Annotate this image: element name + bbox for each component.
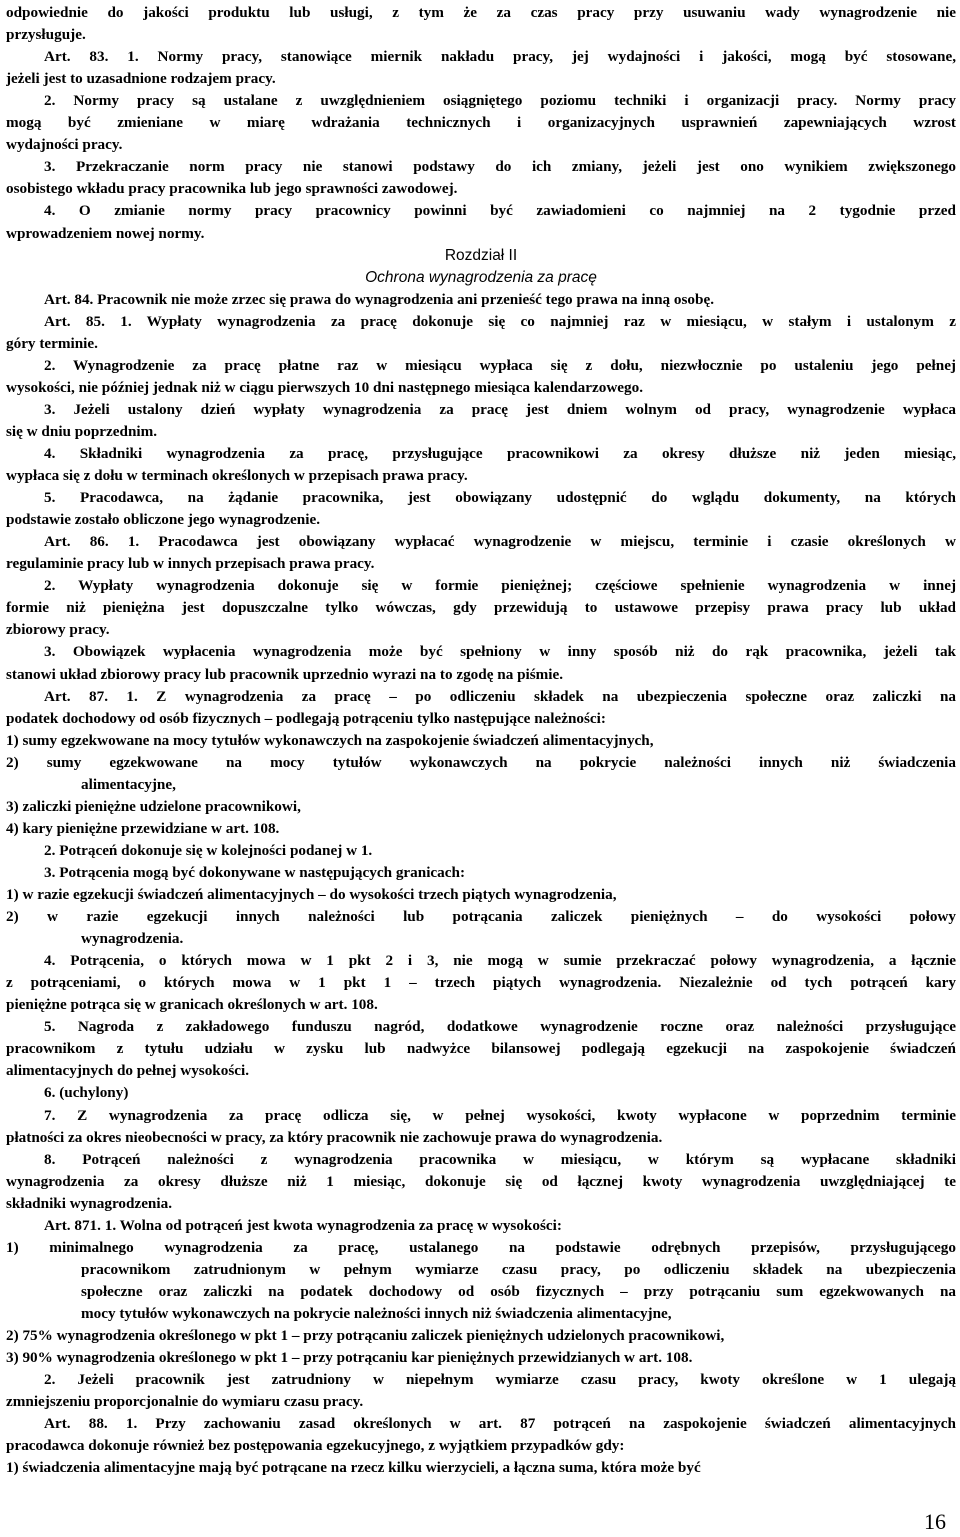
- text-line: zmniejszeniu proporcjonalnie do wymiaru czasu pracy.: [6, 1393, 364, 1411]
- text-line: góry terminie.: [6, 334, 98, 352]
- text-line: alimentacyjnych do pełnej wysokości.: [6, 1062, 249, 1080]
- text-line: się w dniu poprzednim.: [6, 422, 158, 440]
- text-line: Ochrona wynagrodzenia za pracę: [365, 268, 597, 286]
- text-line: 3. Potrącenia mogą być dokonywane w następujących granicach:: [44, 863, 466, 881]
- text-line: 2. Potrąceń dokonuje się w kolejności podanej w 1.: [44, 841, 373, 859]
- text-line: jeżeli jest to uzasadnione rodzajem pracy.: [6, 70, 276, 88]
- text-line: mocy tytułów wykonawczych na pokrycie należności innych niż świadczenia alimentacyjne,: [81, 1304, 672, 1322]
- text-line: 2) 75% wynagrodzenia określonego w pkt 1 – przy potrącaniu zaliczek pieniężnych udzielonych pracownikowi,: [6, 1327, 725, 1344]
- text-line: 2. Wypłaty wynagrodzenia dokonuje się w formie pieniężnej; częściowe spełnienie wynagrodzenia w innej: [44, 577, 956, 595]
- text-line: wydajności pracy.: [6, 136, 123, 154]
- text-line: Art. 86. 1. Pracodawca jest obowiązany wypłacać wynagrodzenie w miejscu, terminie i czasie określonych w: [44, 533, 956, 551]
- text-line: 2) w razie egzekucji innych należności lub potrącania zaliczek pieniężnych – do wysokości połowy: [6, 908, 956, 926]
- text-line: 3. Jeżeli ustalony dzień wypłaty wynagrodzenia za pracę jest dniem wolnym od pracy, wynagrodzenie wypłaca: [44, 400, 956, 418]
- text-line: wypłaca się z dołu w terminach określonych w przepisach prawa pracy.: [6, 467, 468, 485]
- text-line: wynagrodzenia.: [81, 930, 184, 948]
- text-line: osobistego wkładu pracy pracownika lub jego sprawności zawodowej.: [6, 180, 458, 198]
- text-line: stanowi układ zbiorowy pracy lub pracownik uprzednio wyrazi na to zgodę na piśmie.: [6, 665, 564, 683]
- text-line: 4. O zmianie normy pracy pracownicy powinni być zawiadomieni co najmniej na 2 tygodnie przed: [44, 202, 956, 220]
- text-line: 3. Przekraczanie norm pracy nie stanowi podstawy do ich zmiany, jeżeli jest ono wynikiem zwiększonego: [44, 158, 956, 176]
- text-line: 1) w razie egzekucji świadczeń alimentacyjnych – do wysokości trzech piątych wynagrodzenia,: [6, 886, 617, 903]
- text-line: Rozdział II: [444, 246, 518, 264]
- text-line: mogą być zmieniane w miarę wdrażania technicznych i organizacyjnych usprawnień zapewniających wzrost: [6, 114, 956, 132]
- text-line: płatności za okres nieobecności w pracy, za który pracownik nie zachowuje prawa do wynagrodzenia.: [6, 1128, 663, 1146]
- text-line: Art. 83. 1. Normy pracy, stanowiące miernik nakładu pracy, jej wydajności i jakości, mogą być stosowane,: [44, 48, 956, 66]
- text-line: wprowadzeniem nowej normy.: [6, 224, 205, 242]
- text-line: przysługuje.: [6, 26, 86, 44]
- page-number: 16: [924, 1509, 946, 1534]
- text-line: społeczne oraz zaliczki na podatek dochodowy od osób fizycznych – przy potrącaniu sum egzekwowanych na: [81, 1282, 956, 1300]
- text-line: formie niż pieniężna jest dopuszczalne tylko wówczas, gdy przewidują to ustawowe przepisy prawa pracy lub układ: [6, 599, 956, 617]
- text-line: 1) świadczenia alimentacyjne mają być potrącane na rzecz kilku wierzycieli, a łączna suma, która może być: [6, 1459, 701, 1477]
- text-line: odpowiednie do jakości produktu lub usługi, z tym że za czas pracy przy usuwaniu wady wynagrodzenie nie: [6, 4, 956, 21]
- text-line: pieniężne potrąca się w granicach określonych w art. 108.: [6, 996, 378, 1014]
- text-line: podatek dochodowy od osób fizycznych – podlegają potrąceniu tylko następujące należności:: [6, 709, 606, 727]
- text-line: Art. 84. Pracownik nie może zrzec się prawa do wynagrodzenia ani przenieść tego prawa na inną osobę.: [44, 290, 715, 308]
- text-line: Art. 88. 1. Przy zachowaniu zasad określonych w art. 87 potrąceń na zaspokojenie świadczeń alimentacyjnych: [44, 1415, 956, 1433]
- text-line: podstawie zostało obliczone jego wynagrodzenie.: [6, 511, 320, 529]
- text-line: 5. Pracodawca, na żądanie pracownika, jest obowiązany udostępnić do wglądu dokumenty, na których: [44, 489, 956, 507]
- text-line: 5. Nagroda z zakładowego funduszu nagród, dodatkowe wynagrodzenie roczne oraz należności przysługujące: [44, 1018, 956, 1036]
- text-line: 4) kary pieniężne przewidziane w art. 108.: [6, 819, 280, 837]
- text-line: 3. Obowiązek wypłacenia wynagrodzenia może być spełniony w inny sposób niż do rąk pracownika, jeżeli tak: [44, 643, 956, 661]
- text-line: wynagrodzenia za okresy dłuższe niż 1 miesiąc, dokonuje się od łącznej kwoty wynagrodzenia uwzględniającej te: [6, 1172, 956, 1190]
- text-line: 4. Potrącenia, o których mowa w 1 pkt 2 i 3, nie mogą w sumie przekraczać połowy wynagrodzenia, a łącznie: [44, 952, 956, 970]
- text-line: Art. 85. 1. Wypłaty wynagrodzenia za pracę dokonuje się co najmniej raz w miesiącu, w stałym i ustalonym z: [44, 312, 956, 330]
- text-line: 2. Jeżeli pracownik jest zatrudniony w niepełnym wymiarze czasu pracy, kwoty określone w 1 ulegają: [44, 1371, 956, 1389]
- text-line: Art. 87. 1. Z wynagrodzenia za pracę – po odliczeniu składek na ubezpieczenia społeczne oraz zaliczki na: [44, 687, 956, 705]
- text-line: zbiorowy pracy.: [6, 621, 110, 639]
- text-line: 4. Składniki wynagrodzenia za pracę, przysługujące pracownikowi za okresy dłuższe niż jeden miesiąc,: [44, 445, 956, 462]
- text-line: Art. 871. 1. Wolna od potrąceń jest kwota wynagrodzenia za pracę w wysokości:: [44, 1216, 562, 1234]
- text-line: 3) zaliczki pieniężne udzielone pracownikowi,: [6, 797, 301, 815]
- text-line: 2. Wynagrodzenie za pracę płatne raz w miesiącu wypłaca się z dołu, niezwłocznie po ustaleniu jego pełnej: [44, 356, 956, 374]
- text-line: pracownikom zatrudnionym w pełnym wymiarze czasu pracy, po odliczeniu składek na ubezpieczenia: [81, 1260, 956, 1278]
- text-line: pracodawca dokonuje również bez postępowania egzekucyjnego, z wyjątkiem przypadków gdy:: [6, 1437, 625, 1455]
- text-line: 8. Potrąceń należności z wynagrodzenia pracownika w miesiącu, w którym są wypłacane składniki: [44, 1150, 956, 1168]
- text-line: 2. Normy pracy są ustalane z uwzględnieniem osiągniętego poziomu techniki i organizacji pracy. Normy pracy: [44, 92, 956, 110]
- text-line: składniki wynagrodzenia.: [6, 1194, 172, 1212]
- text-line: z potrąceniami, o których mowa w 1 pkt 1 – trzech piątych wynagrodzenia. Niezależnie od tych potrąceń kary: [6, 974, 956, 992]
- text-line: 6. (uchylony): [44, 1084, 129, 1102]
- text-line: 3) 90% wynagrodzenia określonego w pkt 1 – przy potrącaniu kar pieniężnych przewidzianych w art. 108.: [6, 1349, 693, 1367]
- text-line: regulaminie pracy lub w innych przepisach prawa pracy.: [6, 555, 375, 573]
- text-line: pracownikom z tytułu udziału w zysku lub nadwyżce bilansowej podlegają egzekucji na zaspokojenie świadczeń: [6, 1040, 956, 1058]
- text-line: alimentacyjne,: [81, 775, 176, 793]
- text-line: 1) minimalnego wynagrodzenia za pracę, ustalanego na podstawie odrębnych przepisów, przysługującego: [6, 1238, 956, 1256]
- text-line: 7. Z wynagrodzenia za pracę odlicza się, w pełnej wysokości, kwoty wypłacone w poprzednim terminie: [44, 1106, 956, 1124]
- text-line: 2) sumy egzekwowane na mocy tytułów wykonawczych na pokrycie należności innych niż świadczenia: [6, 753, 956, 771]
- text-line: wysokości, nie później jednak niż w ciągu pierwszych 10 dni następnego miesiąca kalendarzowego.: [6, 378, 644, 396]
- text-line: 1) sumy egzekwowane na mocy tytułów wykonawczych na zaspokojenie świadczeń alimentacyjnych,: [6, 731, 654, 749]
